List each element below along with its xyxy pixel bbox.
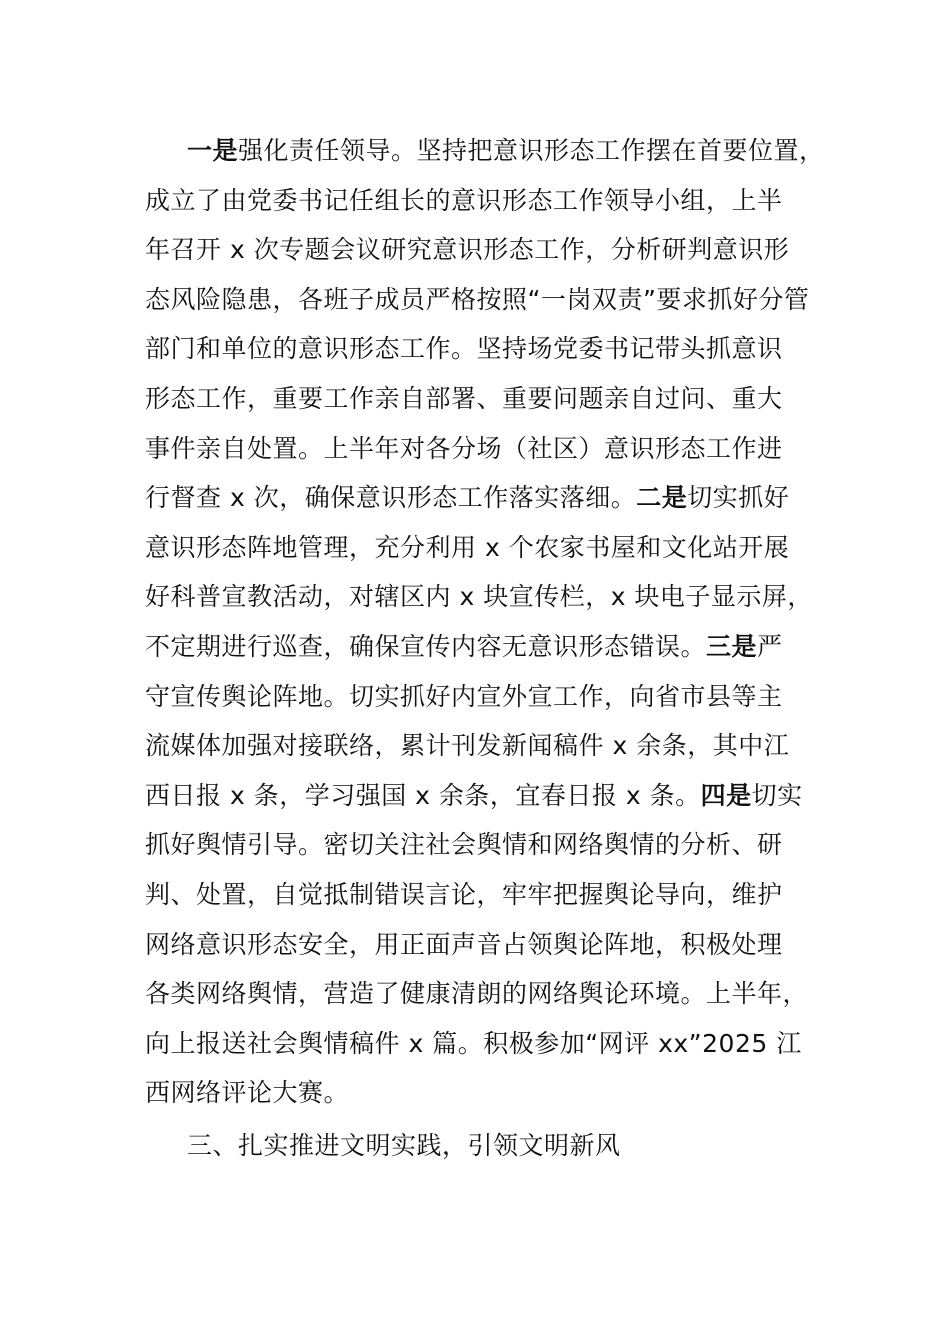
text-run: 态风险隐患，各班子成员严格按照“一岗双责”要求抓好分管 <box>145 285 810 314</box>
paragraph-line <box>145 384 783 414</box>
paragraph-line <box>145 1029 802 1059</box>
paragraph-line <box>145 483 789 513</box>
text-run: 西网络评论大赛。 <box>145 1078 350 1107</box>
paragraph-line <box>145 334 783 364</box>
text-run: 切实抓好 <box>687 483 790 512</box>
text-run: 部门和单位的意识形态工作。坚持场党委书记带头抓意识 <box>145 334 783 363</box>
text-run: 形态工作，重要工作亲自部署、重要问题亲自过问、重大 <box>145 384 783 413</box>
text-run: 成立了由党委书记任组长的意识形态工作领导小组，上半 <box>145 186 783 215</box>
text-run: 守宣传舆论阵地。切实抓好内宣外宣工作，向省市县等主 <box>145 682 783 711</box>
paragraph-line <box>145 682 783 712</box>
text-run: 意识形态阵地管理，充分利用 x 个农家书屋和文化站开展 <box>145 533 790 562</box>
text-run: 不定期进行巡查，确保宣传内容无意识形态错误。 <box>145 632 707 661</box>
text-run: 行督查 x 次，确保意识形态工作落实落细。 <box>145 483 637 512</box>
paragraph-line <box>145 235 789 265</box>
paragraph-line <box>145 186 783 216</box>
paragraph-line <box>145 632 783 662</box>
text-run: 抓好舆情引导。密切关注社会舆情和网络舆情的分析、研 <box>145 830 783 859</box>
emphasis-label: 三是 <box>706 632 758 661</box>
paragraph-line <box>145 1078 349 1108</box>
section-heading: 三、扎实推进文明实践，引领文明新风 <box>187 1131 621 1160</box>
text-run: 切实 <box>751 781 803 810</box>
text-run: 向上报送社会舆情稿件 x 篇。积极参加“网评 xx”2025 江 <box>145 1029 802 1058</box>
text-run: 年召开 x 次专题会议研究意识形态工作，分析研判意识形 <box>145 235 790 264</box>
text-run: 各类网络舆情，营造了健康清朗的网络舆论环境。上半年， <box>145 979 809 1008</box>
paragraph-line <box>145 979 808 1009</box>
emphasis-label: 一是 <box>187 136 239 165</box>
text-run: 西日报 x 条，学习强国 x 余条，宜春日报 x 条。 <box>145 781 701 810</box>
text-run: 严 <box>757 632 783 661</box>
paragraph-line <box>145 285 809 315</box>
emphasis-label: 四是 <box>700 781 752 810</box>
paragraph-line <box>145 533 789 563</box>
paragraph-line <box>145 582 813 612</box>
paragraph-line <box>145 930 783 960</box>
text-run: 流媒体加强对接联络，累计刊发新闻稿件 x 余条，其中江 <box>145 731 790 760</box>
text-run: 网络意识形态安全，用正面声音占领舆论阵地，积极处理 <box>145 930 783 959</box>
text-run: 事件亲自处置。上半年对各分场（社区）意识形态工作进 <box>145 434 783 463</box>
paragraph-line <box>145 830 783 860</box>
text-run: 好科普宣教活动，对辖区内 x 块宣传栏，x 块电子显示屏， <box>145 582 813 611</box>
text-run: 强化责任领导。坚持把意识形态工作摆在首要位置， <box>238 136 825 165</box>
paragraph-line <box>145 731 789 761</box>
paragraph-line <box>145 880 783 910</box>
emphasis-label: 二是 <box>636 483 688 512</box>
paragraph-line <box>145 434 783 464</box>
text-run: 判、处置，自觉抵制错误言论，牢牢把握舆论导向，维护 <box>145 880 783 909</box>
paragraph-line <box>187 136 825 166</box>
paragraph-line <box>145 781 803 811</box>
